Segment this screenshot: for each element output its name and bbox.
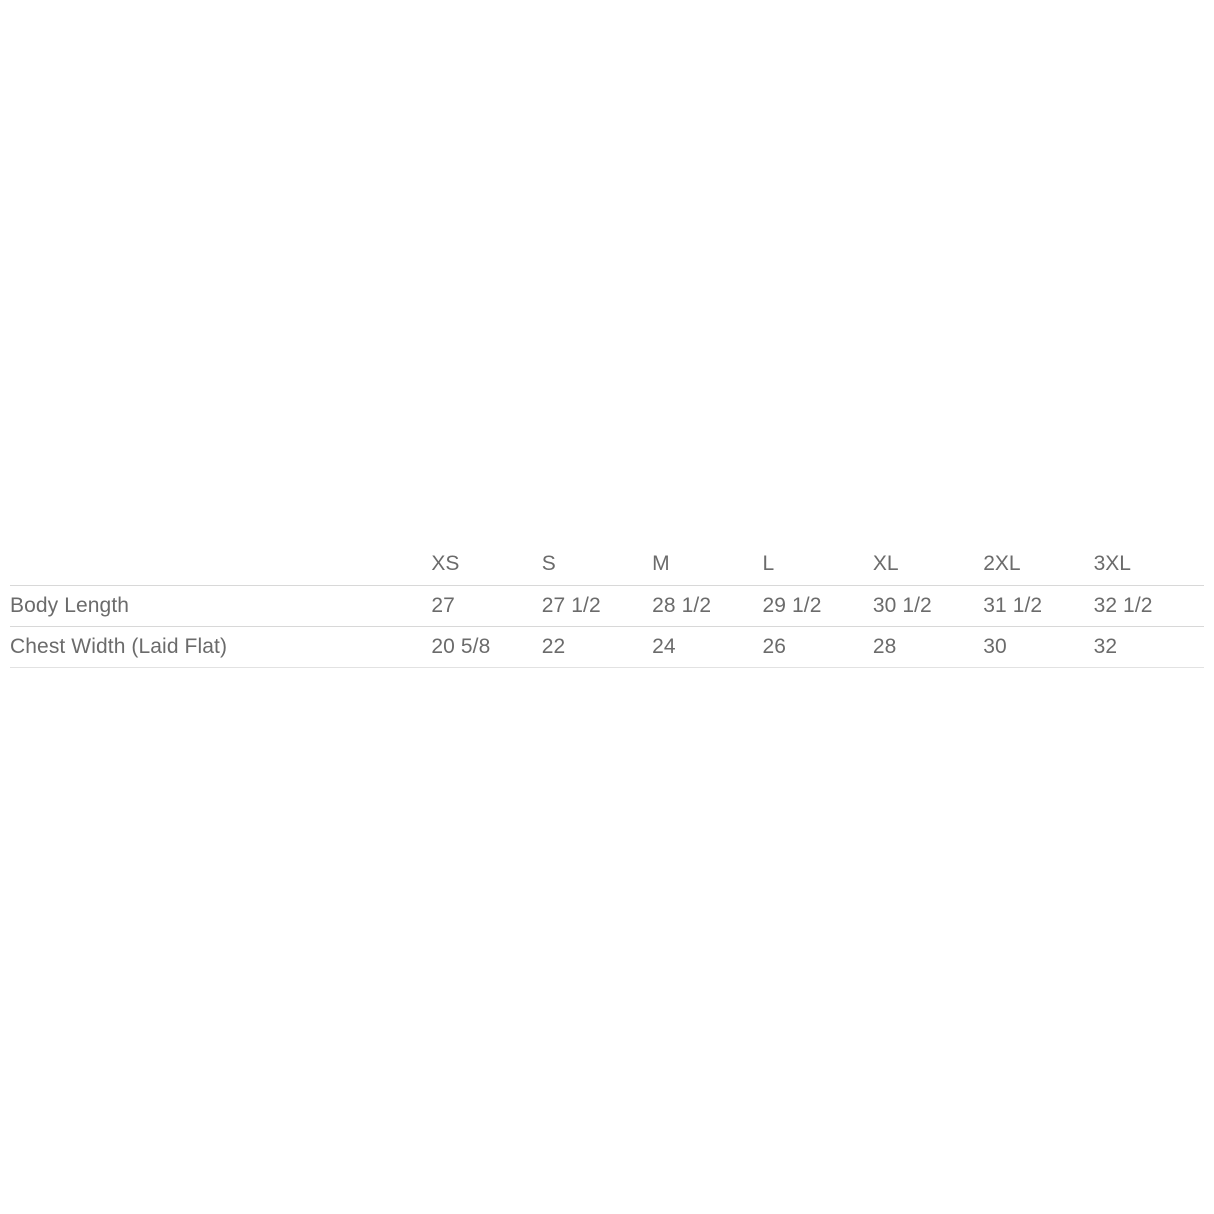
table-body xyxy=(10,586,1204,668)
cell-body-length-2xl: 31 1/2 xyxy=(983,594,1043,617)
cell-chest-width-xs: 20 5/8 xyxy=(431,635,491,658)
table-row xyxy=(10,586,1204,627)
size-chart xyxy=(10,543,1204,668)
cell-chest-width-2xl: 30 xyxy=(983,635,1007,658)
table-row xyxy=(10,627,1204,668)
cell-chest-width-l: 26 xyxy=(762,635,787,658)
cell-chest-width-xl: 28 xyxy=(872,635,897,658)
cell-body-length-s: 27 1/2 xyxy=(541,594,601,617)
column-header-2xl: 2XL xyxy=(983,552,1021,575)
table-header-row xyxy=(10,543,1204,586)
cell-body-length-m: 28 1/2 xyxy=(652,594,712,617)
column-header-measurement xyxy=(10,543,431,586)
column-header-l: L xyxy=(762,552,775,575)
column-header-s: S xyxy=(541,552,556,575)
column-header-xl: XL xyxy=(872,552,899,575)
row-label-body-length: Body Length xyxy=(10,594,130,617)
cell-body-length-xs: 27 xyxy=(431,594,455,617)
cell-chest-width-3xl: 32 xyxy=(1093,635,1118,658)
cell-chest-width-m: 24 xyxy=(652,635,676,658)
row-label-chest-width: Chest Width (Laid Flat) xyxy=(10,635,228,658)
cell-body-length-xl: 30 1/2 xyxy=(872,594,932,617)
table-header xyxy=(10,543,1204,586)
size-measurements-table xyxy=(10,543,1204,668)
column-header-m: M xyxy=(652,552,670,575)
column-header-3xl: 3XL xyxy=(1093,552,1131,575)
cell-body-length-3xl: 32 1/2 xyxy=(1093,594,1153,617)
cell-body-length-l: 29 1/2 xyxy=(762,594,822,617)
cell-chest-width-s: 22 xyxy=(541,635,566,658)
column-header-xs: XS xyxy=(431,552,460,575)
